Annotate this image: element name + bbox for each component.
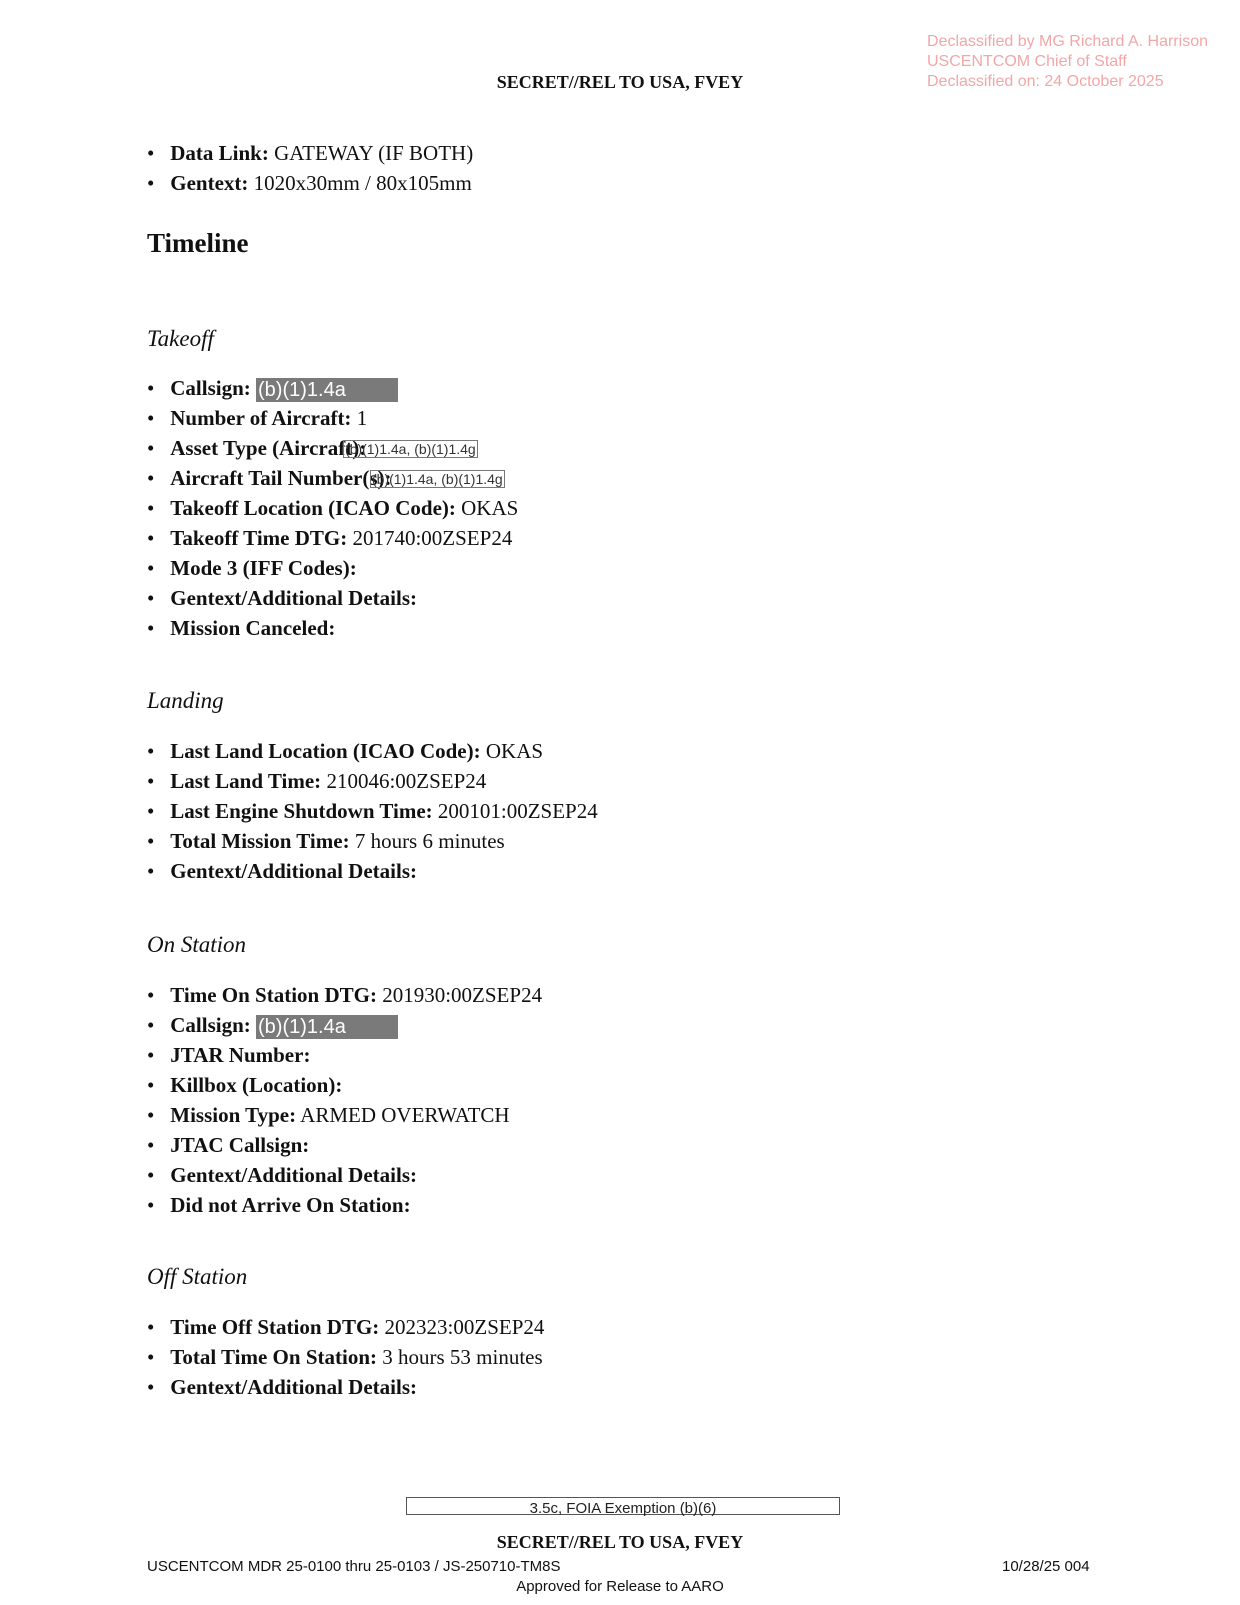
classification-banner-top: SECRET//REL TO USA, FVEY [496, 72, 744, 92]
list-item [147, 525, 512, 551]
list-item [147, 1374, 417, 1400]
redaction-block: (b)(1)1.4a [256, 378, 398, 402]
subsection-heading-takeoff: Takeoff [147, 326, 214, 351]
field-label: Gentext/Additional Details: [170, 1163, 417, 1187]
field-value: ARMED OVERWATCH [300, 1103, 510, 1127]
field-value: 201740:00ZSEP24 [352, 526, 513, 550]
field-value: OKAS [485, 739, 544, 763]
field-value: 210046:00ZSEP24 [326, 769, 487, 793]
field-label: JTAC Callsign: [170, 1133, 310, 1157]
field-label: Gentext/Additional Details: [170, 859, 417, 883]
redaction-code: (b)(1)1.4a, (b)(1)1.4g [345, 441, 476, 457]
list-item [147, 798, 598, 824]
list-item [147, 405, 367, 431]
field-label: Mode 3 (IFF Codes): [170, 556, 357, 580]
field-value: 7 hours 6 minutes [354, 829, 505, 853]
field-label: Callsign: [170, 1013, 251, 1037]
field-label: Takeoff Location (ICAO Code): [170, 496, 456, 520]
list-item [147, 435, 366, 461]
field-label: Last Land Location (ICAO Code): [170, 739, 481, 763]
list-item [147, 465, 392, 491]
list-item [147, 1042, 310, 1068]
document-date-code: 10/28/25 004 [1002, 1558, 1090, 1575]
subsection-heading-off-station: Off Station [147, 1264, 248, 1289]
list-item [147, 140, 473, 166]
list-item [147, 1132, 309, 1158]
list-item [147, 1102, 510, 1128]
field-value: 200101:00ZSEP24 [437, 799, 598, 823]
stamp-line-3: Declassified on: 24 October 2025 [927, 73, 1164, 90]
field-value: OKAS [461, 496, 519, 520]
list-item [147, 1012, 398, 1039]
list-item [147, 555, 357, 581]
list-item [147, 828, 505, 854]
field-label: JTAR Number: [170, 1043, 311, 1067]
classification-banner-bottom: SECRET//REL TO USA, FVEY [496, 1532, 744, 1552]
field-label: Number of Aircraft: [170, 406, 352, 430]
field-value: 202323:00ZSEP24 [384, 1315, 545, 1339]
redaction-box [370, 471, 505, 487]
list-item [147, 1344, 543, 1370]
section-heading-timeline: Timeline [147, 228, 249, 258]
list-item [147, 1072, 342, 1098]
field-value: GATEWAY (IF BOTH) [274, 141, 474, 165]
list-item [147, 1192, 411, 1218]
list-item [147, 858, 417, 884]
list-item [147, 1314, 544, 1340]
field-value: 3 hours 53 minutes [382, 1345, 543, 1369]
list-item [147, 170, 472, 196]
field-label: Total Mission Time: [170, 829, 350, 853]
stamp-line-1: Declassified by MG Richard A. Harrison [927, 33, 1208, 50]
stamp-line-2: USCENTCOM Chief of Staff [927, 53, 1127, 70]
subsection-heading-on-station: On Station [147, 932, 247, 957]
foia-exemption-box: 3.5c, FOIA Exemption (b)(6) [406, 1497, 840, 1515]
release-approval: Approved for Release to AARO [516, 1578, 724, 1595]
field-value: 201930:00ZSEP24 [382, 983, 543, 1007]
list-item [147, 615, 335, 641]
list-item [147, 982, 542, 1008]
list-item [147, 495, 518, 521]
redaction-block: (b)(1)1.4a [256, 1015, 398, 1039]
list-item [147, 375, 398, 402]
field-label: Callsign: [170, 376, 251, 400]
field-label: Killbox (Location): [170, 1073, 343, 1097]
field-label: Asset Type (Aircraft): [170, 436, 367, 460]
field-label: Time Off Station DTG: [170, 1315, 380, 1339]
redaction-code: (b)(1)1.4a, (b)(1)1.4g [372, 471, 503, 487]
field-label: Gentext/Additional Details: [170, 1375, 417, 1399]
list-item [147, 585, 417, 611]
field-label: Total Time On Station: [170, 1345, 377, 1369]
field-label: Gentext: [170, 171, 249, 195]
field-value: 1 [356, 406, 368, 430]
field-label: Gentext/Additional Details: [170, 586, 417, 610]
list-item [147, 1162, 417, 1188]
subsection-heading-landing: Landing [147, 688, 224, 713]
redaction-box [343, 441, 478, 457]
list-item [147, 738, 543, 764]
field-label: Mission Type: [170, 1103, 297, 1127]
field-label: Time On Station DTG: [170, 983, 377, 1007]
list-item [147, 768, 486, 794]
field-label: Did not Arrive On Station: [170, 1193, 411, 1217]
field-label: Last Land Time: [170, 769, 322, 793]
field-label: Last Engine Shutdown Time: [170, 799, 433, 823]
field-label: Data Link: [170, 141, 269, 165]
field-label: Takeoff Time DTG: [170, 526, 348, 550]
document-reference: USCENTCOM MDR 25-0100 thru 25-0103 / JS-250710-TM8S [147, 1558, 561, 1575]
field-label: Mission Canceled: [170, 616, 336, 640]
field-label: Aircraft Tail Number(s): [170, 466, 392, 490]
field-value: 1020x30mm / 80x105mm [253, 171, 472, 195]
